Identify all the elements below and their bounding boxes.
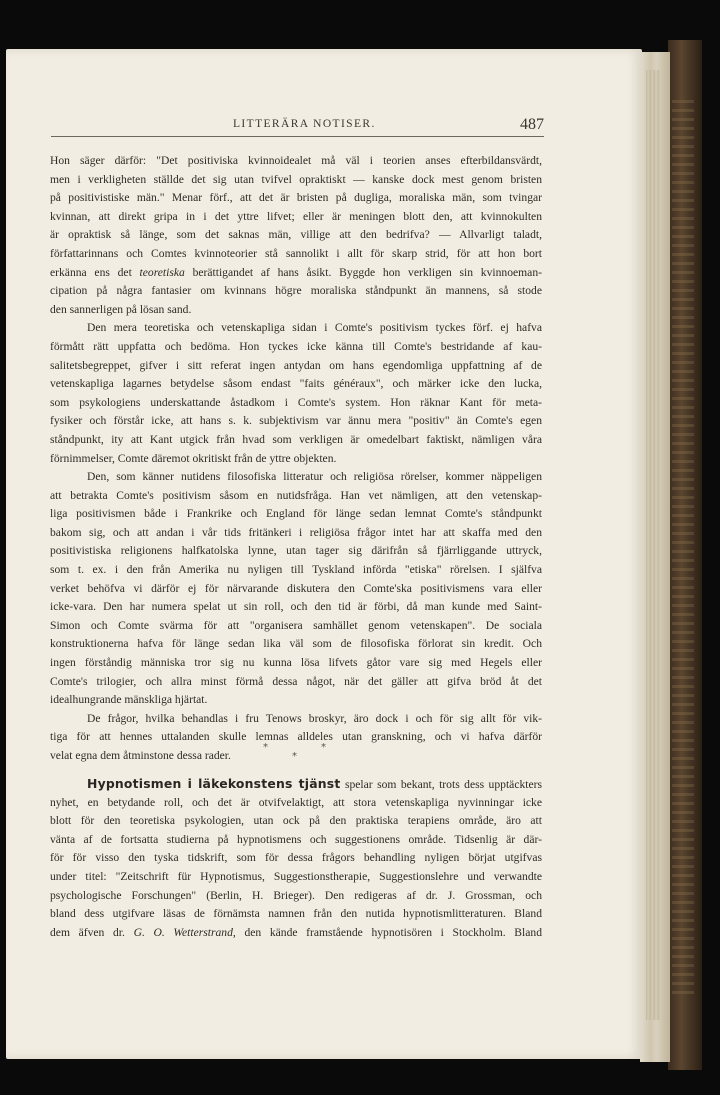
- text-line: bland dess utgifvare läsas de förnämsta namnen från den nutida hypnotismlitteraturen. Bland: [50, 907, 542, 921]
- text-line: De frågor, hvilka behandlas i fru Tenows broskyr, äro dock i och för sig allt för vik-: [87, 711, 542, 725]
- text-line: vänta af de fortsatta studierna på hypnotismens och suggestionens område. Tidsenlig är där-: [50, 832, 542, 846]
- asterisk: *: [263, 742, 268, 753]
- page-edge-texture: [646, 70, 660, 1020]
- text-fragment: den kände framstående hypnotisören i Stockholm. Bland: [244, 925, 542, 939]
- text-line: velat egna dem åtminstone dessa rader.: [50, 749, 231, 762]
- text-line: konstruktionerna hafva för länge sedan lika väl som de filosofiska förlorat sin kredit. Och: [50, 637, 542, 651]
- section-heading: Hypnotismen i läkekonstens tjänst: [87, 776, 341, 791]
- text-line: blott för den teoretiska psykologien, utan ock på den praktiska terapiens område, äro att: [50, 814, 542, 828]
- article-body: [50, 152, 542, 766]
- text-line: verket behöfva vi därför ej för närvarande diskutera den Comte'ska positivismens vara eller: [50, 581, 542, 595]
- text-line: vetenskapliga lagarnes betydelse såsom endast "faits généraux", och märker icke den lucka,: [50, 377, 542, 391]
- text-fragment: erkänna ens det: [50, 265, 140, 279]
- text-fragment: berättigandet af hans åsikt. Byggde hon verkligen sin kvinnoeman-: [184, 265, 542, 279]
- text-line: Comte's trilogier, och allra minst förmå dessa något, när det gäller att gifva bröd åt det: [50, 674, 542, 688]
- asterisk: *: [292, 751, 297, 762]
- text-line: förmått rätt uppfatta och bedöma. Hon tyckes icke känna till Comte's bestridande af kau-: [50, 339, 542, 353]
- section-first-line-text: spelar som bekant, trots dess upptäckters: [344, 778, 542, 791]
- text-line: cipation på några fantasier om kvinnans högre moraliska ståndpunkt än mannens, så stode: [50, 284, 542, 298]
- asterisk: *: [321, 742, 326, 753]
- text-line: som t. ex. i den från Amerika nu nyligen till Tyskland införda "etiska" rörelsen. I själfva: [50, 563, 542, 577]
- text-line: för för visso den tyska tidskrift, som för dessa frågors behandling nyligen börjat utgifvas: [50, 851, 542, 865]
- text-fragment: dem äfven dr.: [50, 925, 125, 939]
- text-line: ingen förståndig människa tror sig nu kunna lösa lifvets gåtor vare sig med Hegels eller: [50, 656, 542, 670]
- text-line: Simon och Comte svärma för att "organisera samhället genom vetenskapen". De sociala: [50, 618, 542, 632]
- text-line: förnimmelser, Comte däremot okritiskt från de yttre objekten.: [50, 451, 337, 465]
- text-line: tiga för att hennes uttalanden skulle lemnas alldeles utan granskning, och vi hafva därför: [50, 730, 542, 744]
- text-line: nyhet, en betydande roll, och det är otvifvelaktigt, att stora vetenskapliga nyvinningar icke: [50, 795, 542, 809]
- header-rule: [51, 136, 544, 137]
- italic-word: teoretiska: [139, 265, 185, 279]
- text-line: den sannerligen på lösan sand.: [50, 302, 192, 316]
- text-line: men i verkligheten ställde det sig utan tvifvel opraktiskt — kanske dock mest genom bristen: [50, 172, 542, 186]
- text-line: på positivistiske män." Menar förf., att det är bristen på dugliga, moraliska män, som tvingar: [50, 191, 542, 205]
- text-line: under titel: "Zeitschrift für Hypnotismus, Suggestionstherapie, Suggestionslehre und verwandte: [50, 869, 542, 883]
- text-line: som psykologiens underskattande åstadkom i Comte's system. Hon räknar Kant för meta-: [50, 395, 542, 409]
- text-line: positivistiska religionens halfkatolska lynne, utan tager sig därifrån så fjärrliggande uttryck,: [50, 544, 542, 558]
- text-line: ståndpunkt, ity att Kant utgick från hvad som verkligen är omedelbart faktiskt, nämligen våra: [50, 432, 542, 446]
- text-line: fysiker och förstår icke, att hans s. k. subjektivism var ännu mera "positiv" än Comte's egen: [50, 414, 542, 428]
- text-line: idealhungrande mänskliga hjärtat.: [50, 693, 208, 707]
- text-line-with-italic: [50, 264, 542, 283]
- text-line-with-italic: [50, 924, 542, 943]
- text-line: liga positivismen både i Frankrike och England för länge sedan lemnat Comte's ståndpunkt: [50, 507, 542, 521]
- text-line: psychologische Forschungen" (Berlin, H. Brieger). Den redigeras af dr. J. Grossman, och: [50, 888, 542, 902]
- text-line: är opraktisk så länge, som det saknas män, villige att den bedrifva? — Allvarligt taladt,: [50, 228, 542, 242]
- page-number: 487: [520, 116, 544, 133]
- italic-name: G. O. Wetterstrand,: [133, 925, 236, 939]
- text-line: salitetsbegreppet, gifver i sitt referat ingen antydan om hans egendomliga uppfattning af de: [50, 358, 542, 372]
- text-line: Den mera teoretiska och vetenskapliga sidan i Comte's positivism tyckes förf. ej hafva: [87, 321, 542, 335]
- text-line: Hon säger därför: "Det positiviska kvinnoidealet må väl i teorien anses efterbildansvärdt,: [50, 154, 542, 167]
- text-line: Den, som känner nutidens filosofiska litteratur och religiösa rörelser, kommer näppeligen: [87, 470, 542, 484]
- text-line: kvinnan, att direkt gripa in i det yttre lifvet; eller är meningen blott den, att kvinnokulten: [50, 209, 542, 223]
- running-header: [50, 118, 544, 138]
- text-line: icke-vara. Den har numera spelat ut sin roll, och den tid är förbi, då man kunde med Saint-: [50, 600, 542, 614]
- hypnotism-section: [50, 775, 542, 942]
- cover-texture: [672, 100, 694, 1000]
- running-title: LITTERÄRA NOTISER.: [233, 118, 376, 130]
- section-first-line: [50, 775, 542, 794]
- text-line: författarinnans och Comtes kvinnoteorier stå sannolikt i allt för skarp strid, för att hon bort: [50, 246, 542, 260]
- text-line: bakom sig, och att andan i vår tids fritänkeri i religiösa frågor intet har att skaffa med den: [50, 525, 542, 539]
- text-line: att betrakta Comte's positivism såsom en nutidsfråga. Han vet nämligen, att den vetenskap-: [50, 488, 542, 502]
- section-divider-asterisks: [255, 742, 335, 766]
